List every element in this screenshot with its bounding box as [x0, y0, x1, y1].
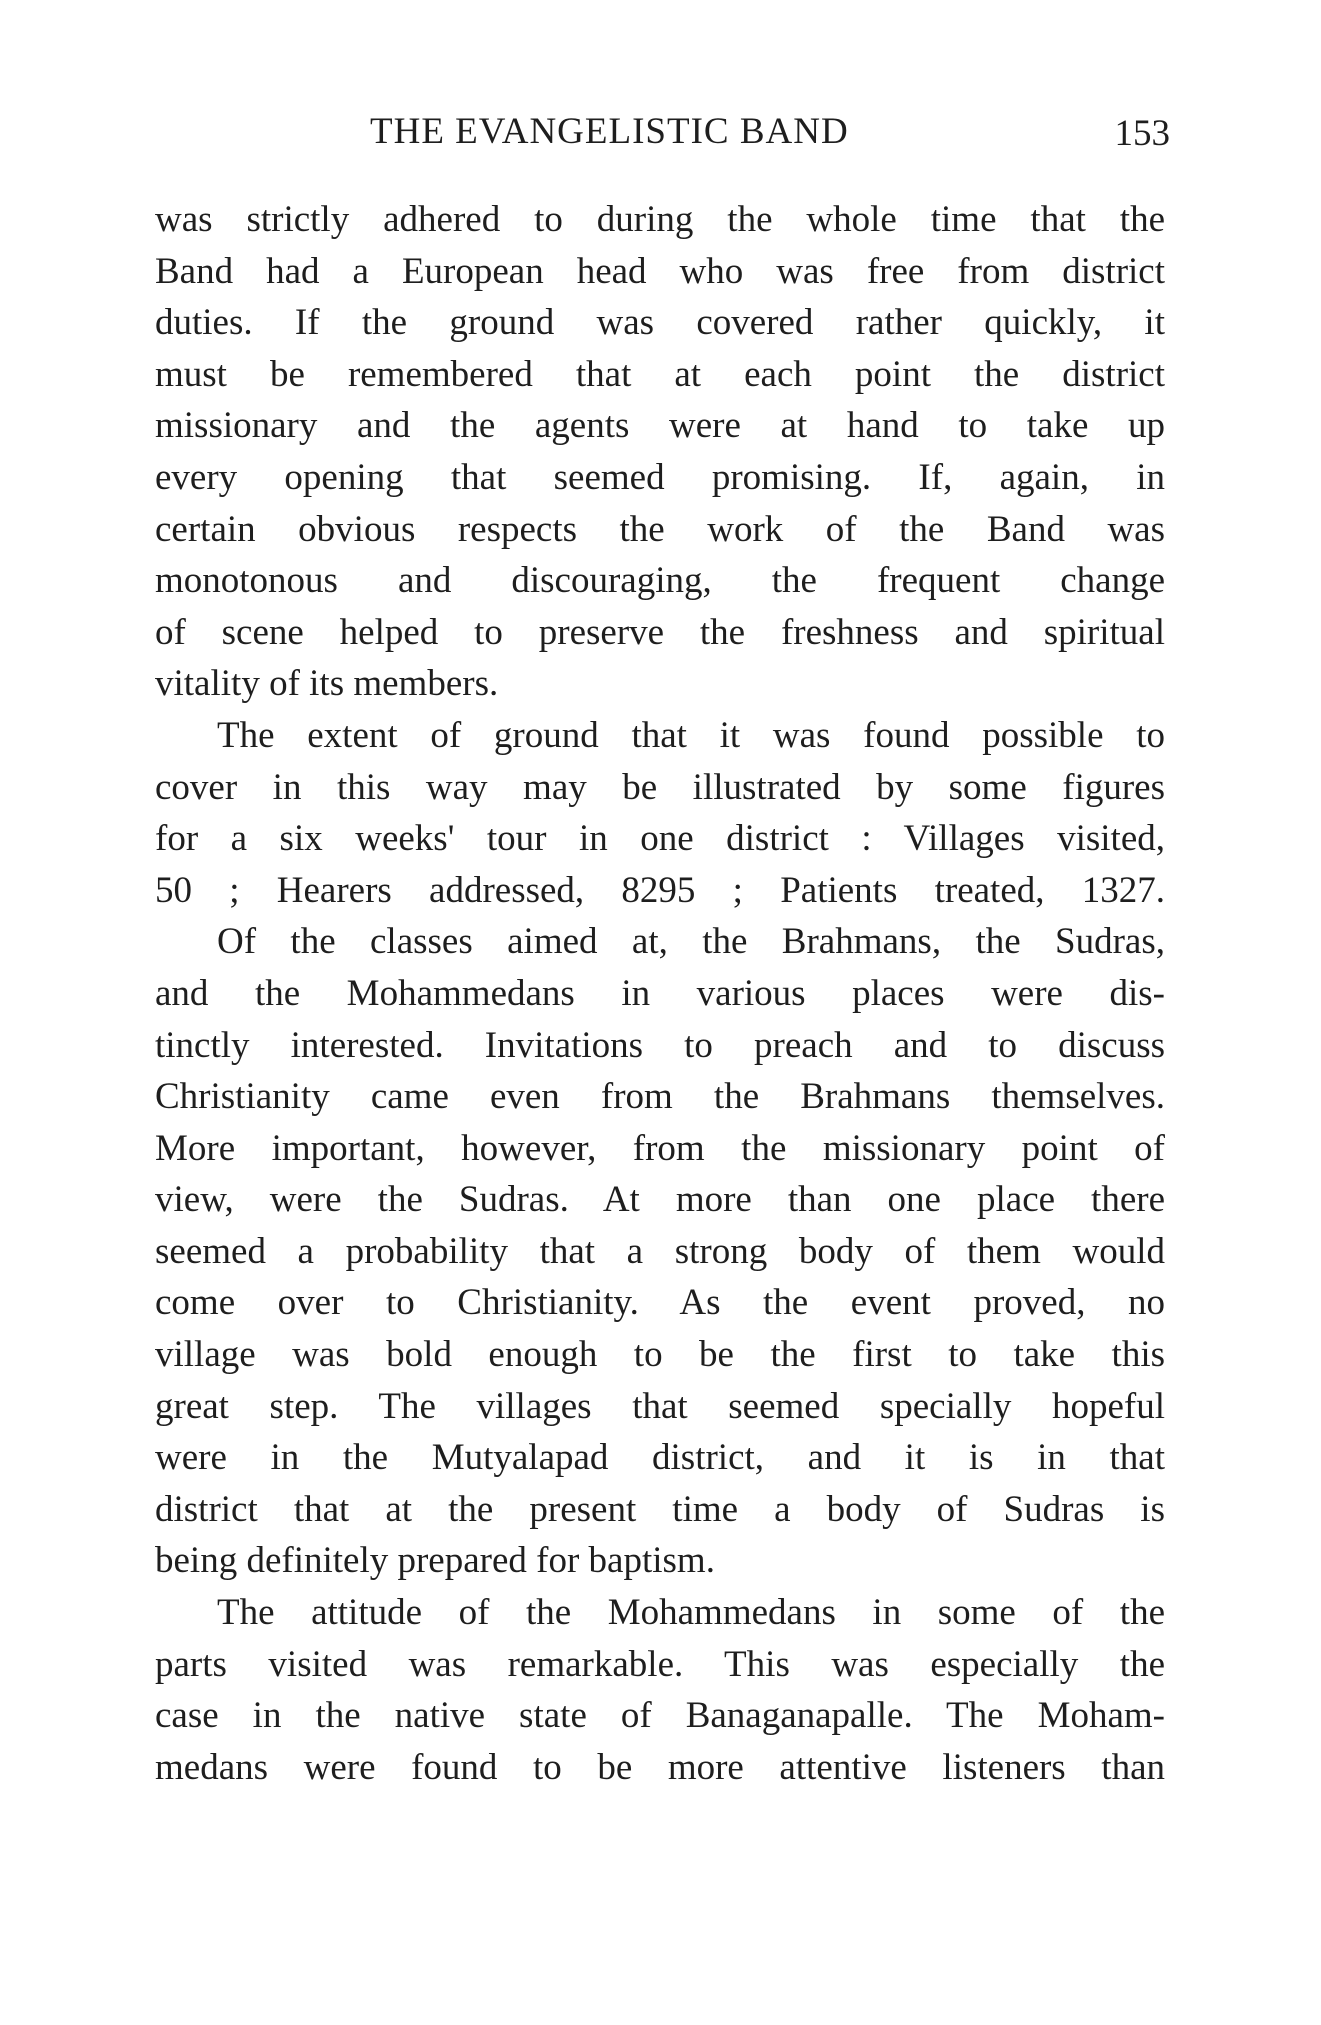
text-line: was strictly adhered to during the whole time that the: [155, 199, 1165, 240]
text-line: parts visited was remarkable. This was especially the: [155, 1643, 1165, 1685]
text-line: for a six weeks' tour in one district : Villages visited,: [155, 818, 1165, 860]
paragraph: [155, 710, 1165, 916]
text-line: view, were the Sudras. At more than one place there: [155, 1179, 1165, 1221]
text-line: of scene helped to preserve the freshness and spiritual: [155, 611, 1165, 653]
text-line: must be remembered that at each point the district: [155, 353, 1165, 395]
text-line: Band had a European head who was free from district: [155, 250, 1165, 292]
paragraph: [155, 194, 1165, 710]
text-line: every opening that seemed promising. If, again, in: [155, 456, 1165, 498]
paragraph: [155, 916, 1165, 1587]
text-line: The attitude of the Mohammedans in some of the: [217, 1592, 1165, 1634]
text-line: district that at the present time a body of Sudras is: [155, 1488, 1165, 1530]
text-line: Christianity came even from the Brahmans themselves.: [155, 1076, 1165, 1118]
text-line: seemed a probability that a strong body of them would: [155, 1230, 1165, 1272]
text-line: and the Mohammedans in various places were dis-: [155, 972, 1165, 1014]
running-title: THE EVANGELISTIC BAND: [370, 111, 849, 152]
text-line: come over to Christianity. As the event proved, no: [155, 1282, 1165, 1324]
page-number: 153: [1114, 113, 1170, 154]
text-line: great step. The villages that seemed specially hopeful: [155, 1385, 1165, 1427]
text-line: being definitely prepared for baptism.: [155, 1540, 715, 1582]
text-line: village was bold enough to be the first to take this: [155, 1334, 1165, 1376]
text-line: vitality of its members.: [155, 663, 499, 705]
paragraph: [155, 1587, 1165, 1793]
text-line: cover in this way may be illustrated by some figures: [155, 766, 1165, 808]
running-head: [370, 110, 1170, 170]
text-line: case in the native state of Banaganapalle. The Moham-: [155, 1695, 1165, 1737]
text-line: The extent of ground that it was found possible to: [217, 714, 1165, 756]
text-line: were in the Mutyalapad district, and it is in that: [155, 1437, 1165, 1479]
text-line: Of the classes aimed at, the Brahmans, the Sudras,: [217, 921, 1165, 963]
text-line: monotonous and discouraging, the frequent change: [155, 560, 1165, 602]
text-line: More important, however, from the missionary point of: [155, 1127, 1165, 1169]
text-line: duties. If the ground was covered rather quickly, it: [155, 302, 1165, 344]
text-line: 50 ; Hearers addressed, 8295 ; Patients treated, 1327.: [155, 869, 1165, 911]
text-line: medans were found to be more attentive listeners than: [155, 1746, 1165, 1788]
text-line: certain obvious respects the work of the Band was: [155, 508, 1165, 550]
text-line: tinctly interested. Invitations to preach and to discuss: [155, 1024, 1165, 1066]
text-line: missionary and the agents were at hand to take up: [155, 405, 1165, 447]
body-text: [155, 194, 1165, 1793]
